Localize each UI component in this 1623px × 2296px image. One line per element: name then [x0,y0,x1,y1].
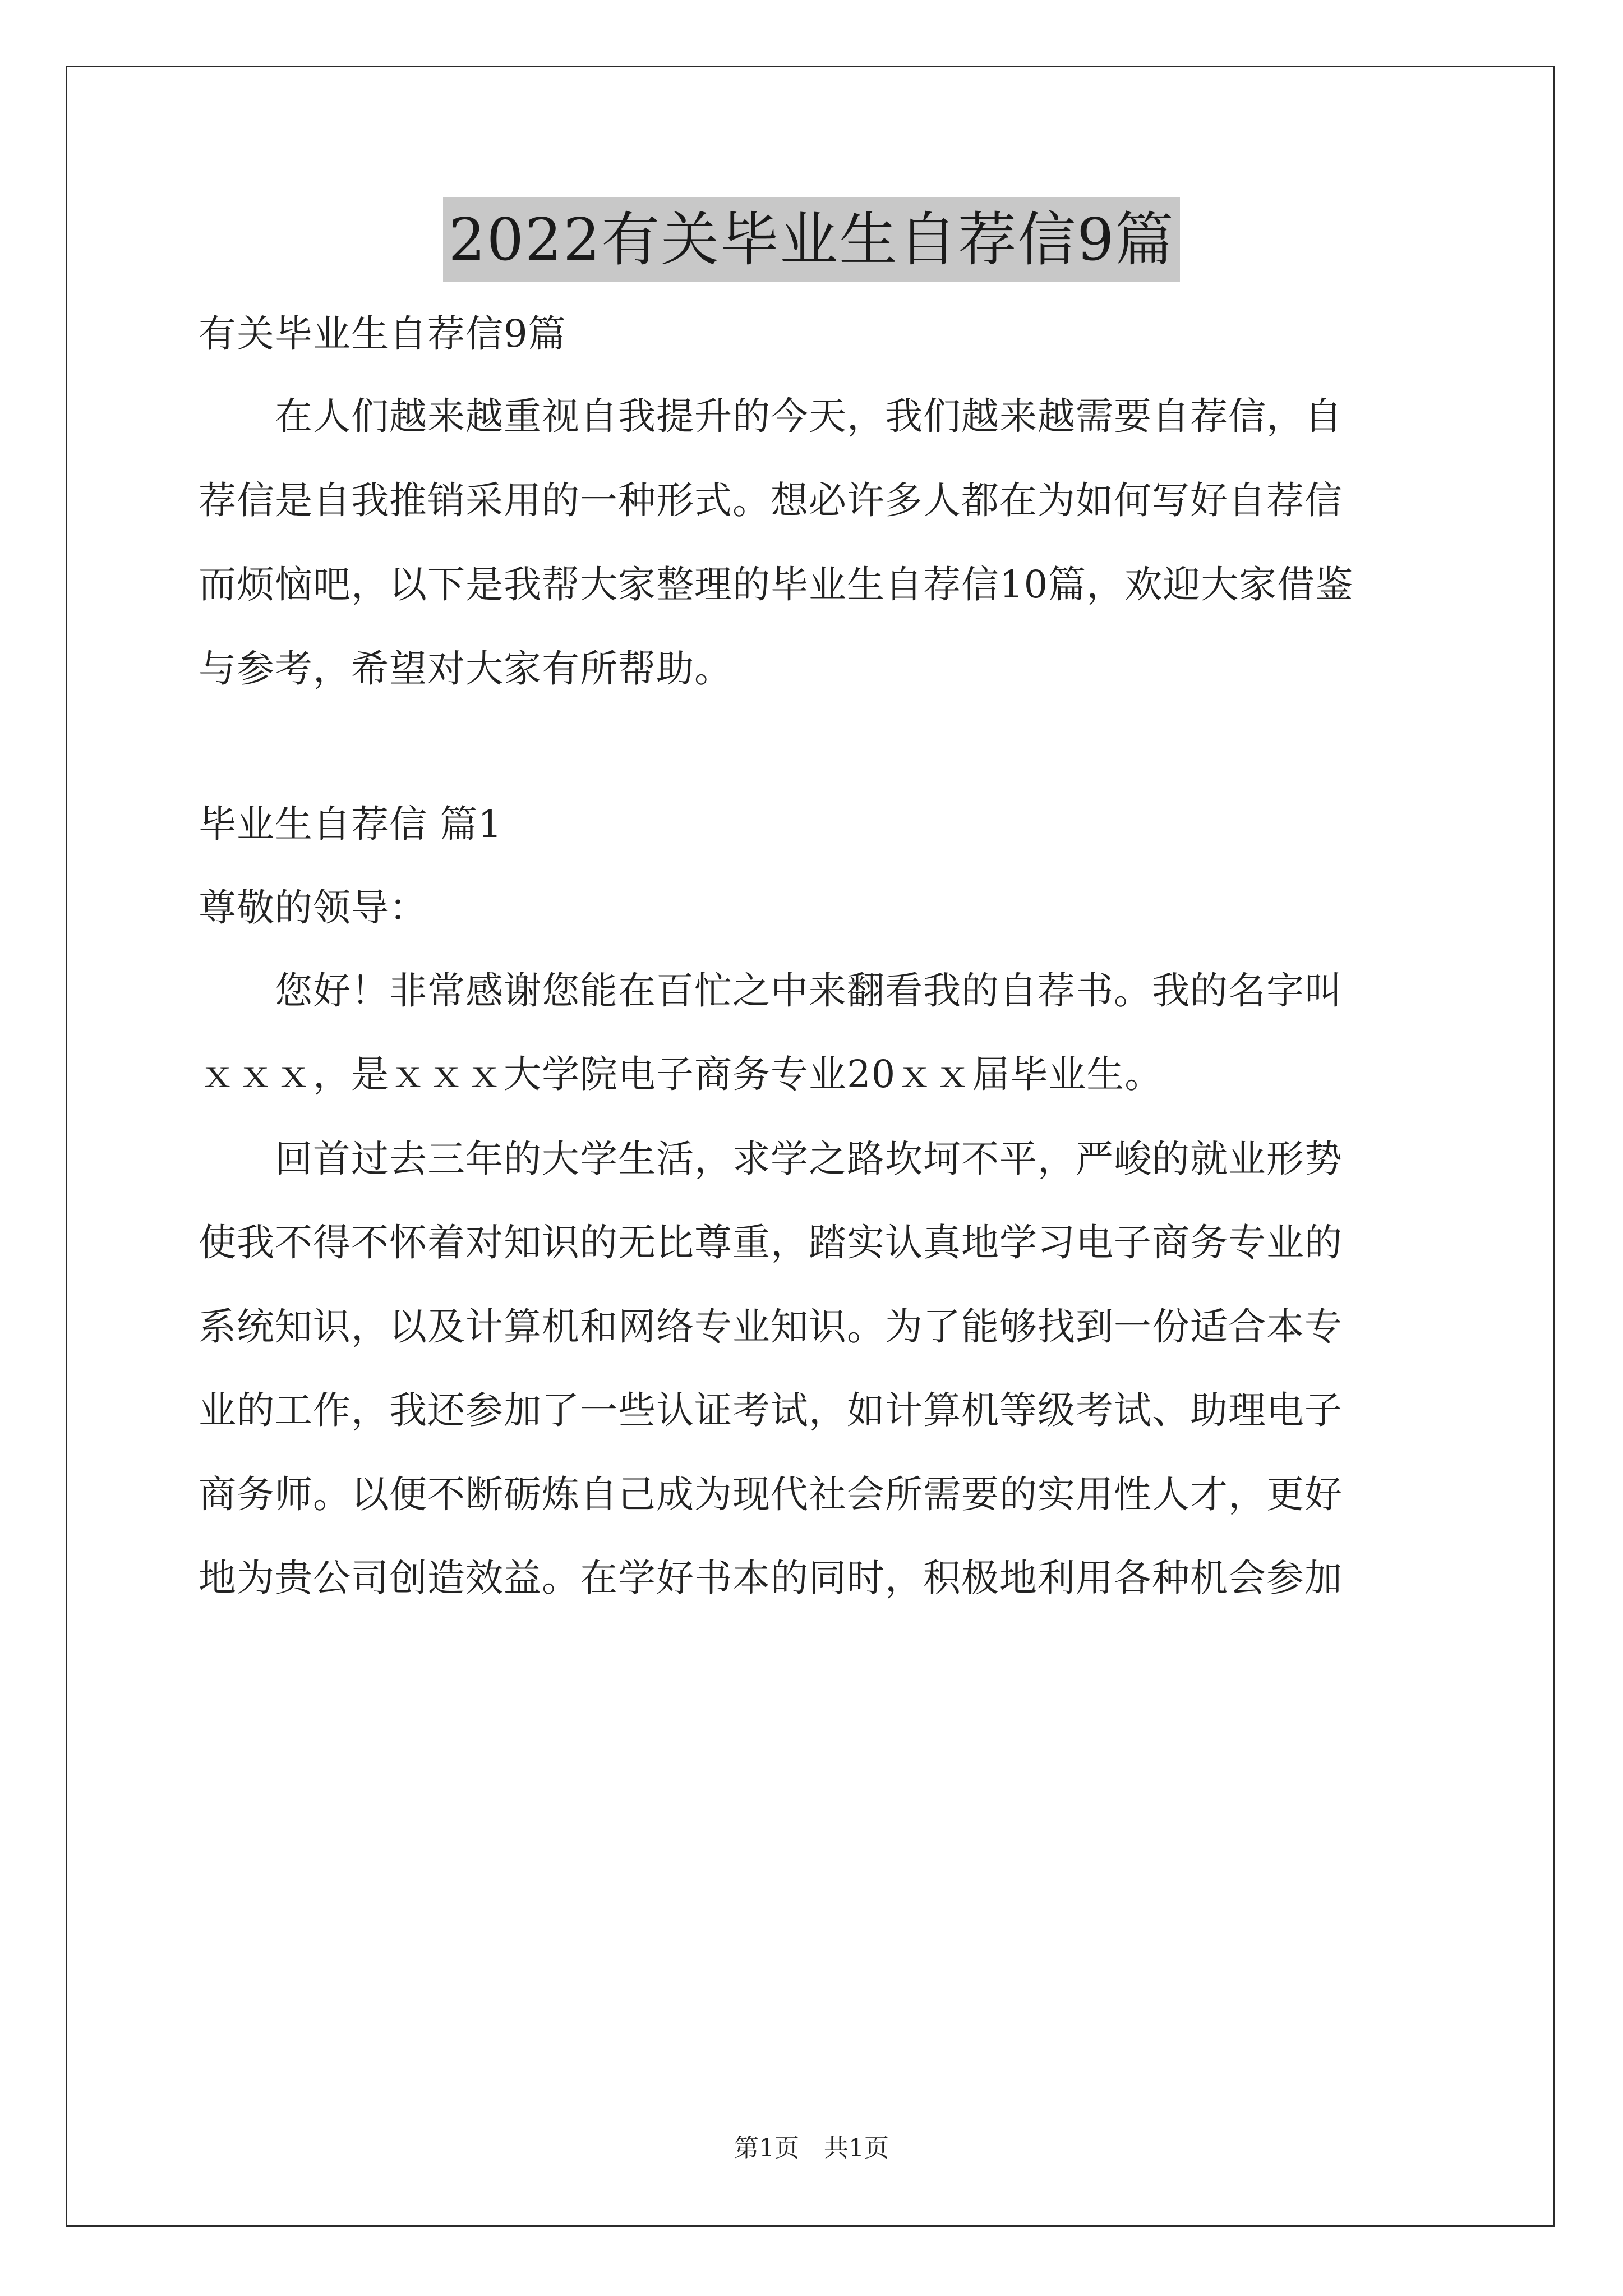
body-line: 而烦恼吧，以下是我帮大家整理的毕业生自荐信10篇，欢迎大家借鉴 [199,563,1354,606]
body-line: 系统知识，以及计算机和网络专业知识。为了能够找到一份适合本专 [199,1305,1343,1349]
body-line: 您好！非常感谢您能在百忙之中来翻看我的自荐书。我的名字叫 [199,969,1343,1013]
page-footer: 第1页 共1页 [734,2134,889,2162]
body-line: ｘｘｘ，是ｘｘｘ大学院电子商务专业20ｘｘ届毕业生。 [199,1052,1163,1096]
section-heading: 毕业生自荐信 篇1 [199,802,502,846]
body-line: 地为贵公司创造效益。在学好书本的同时，积极地利用各种机会参加 [199,1556,1343,1600]
subtitle-line: 有关毕业生自荐信9篇 [199,312,566,356]
body-line: 在人们越来越重视自我提升的今天，我们越来越需要自荐信，自 [199,394,1343,438]
salutation-line: 尊敬的领导： [199,886,427,930]
body-line: 使我不得不怀着对知识的无比尊重，踏实认真地学习电子商务专业的 [199,1221,1343,1264]
body-line: 回首过去三年的大学生活，求学之路坎坷不平，严峻的就业形势 [199,1137,1343,1181]
body-line: 与参考，希望对大家有所帮助。 [199,647,732,691]
title-wrap [0,197,1623,282]
body-line: 业的工作，我还参加了一些认证考试，如计算机等级考试、助理电子 [199,1388,1343,1432]
body-line: 商务师。以便不断砺炼自己成为现代社会所需要的实用性人才，更好 [199,1473,1343,1516]
body-line: 荐信是自我推销采用的一种形式。想必许多人都在为如何写好自荐信 [199,478,1343,522]
document-title: 2022有关毕业生自荐信9篇 [443,197,1181,282]
